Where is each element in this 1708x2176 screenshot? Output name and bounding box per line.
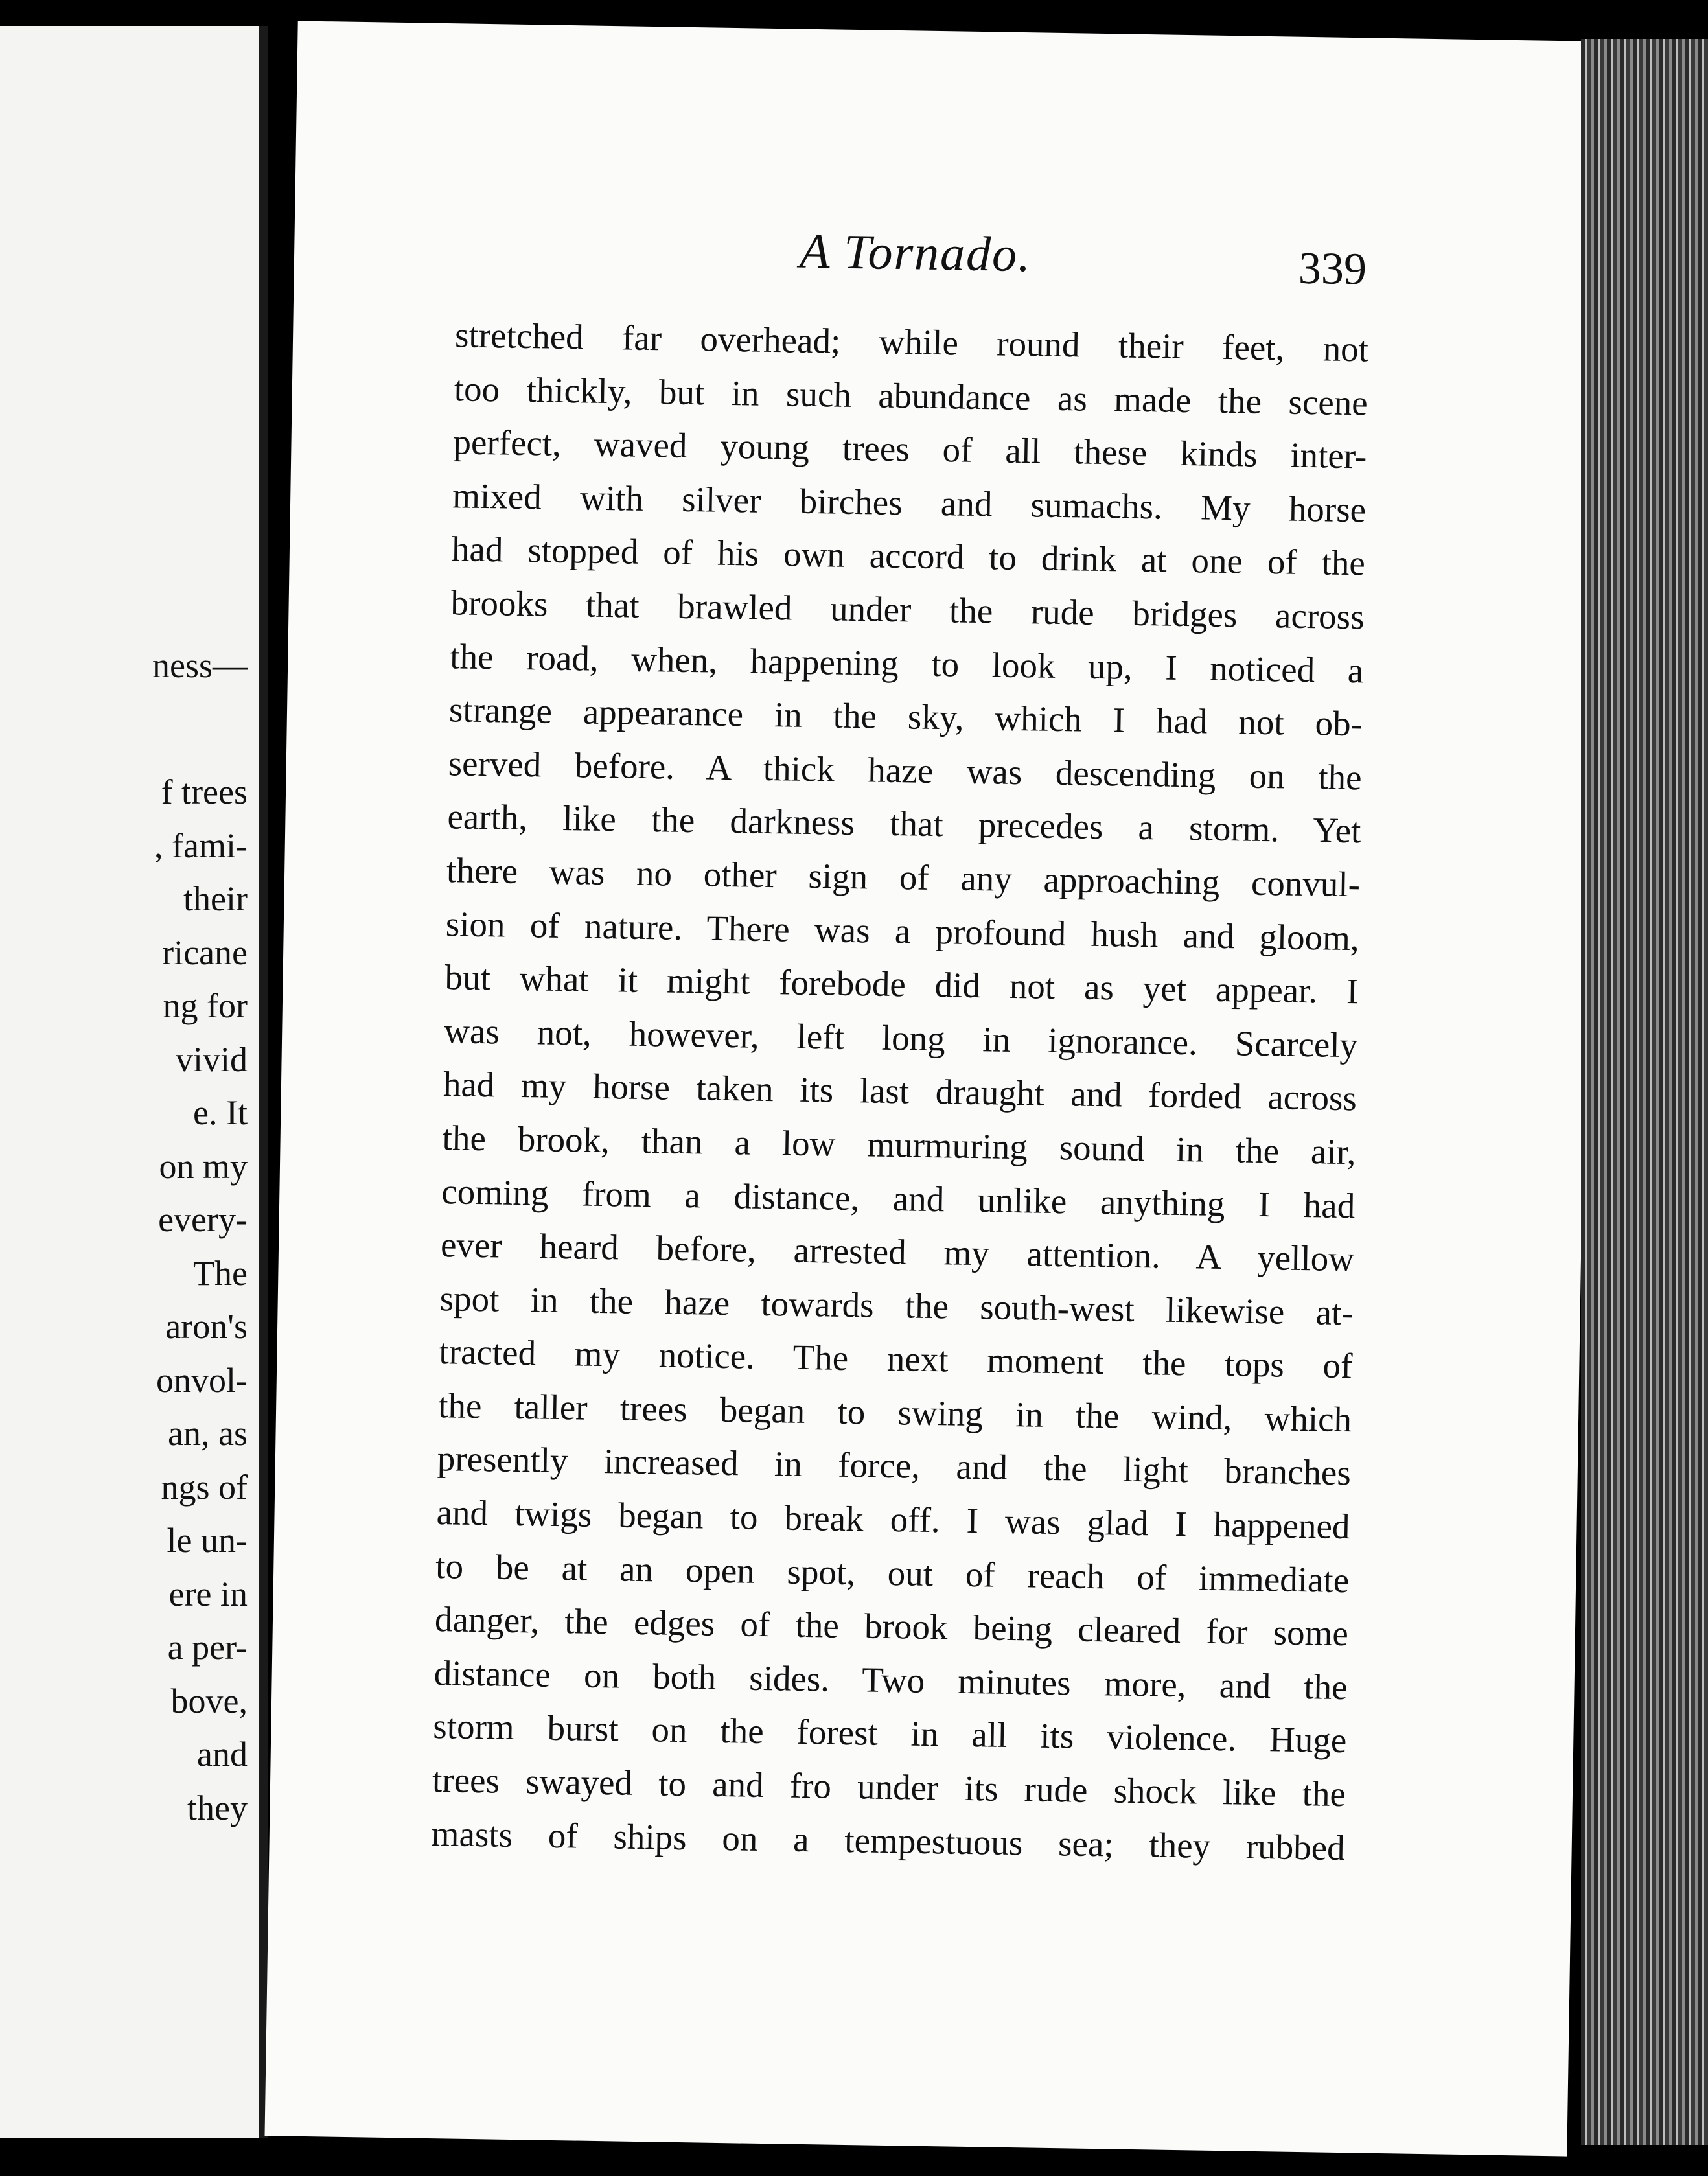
facing-page-line: vivid bbox=[175, 1040, 248, 1079]
facing-page-line: ere in bbox=[168, 1575, 248, 1614]
facing-page-line: The bbox=[193, 1254, 248, 1293]
text-line: the taller trees began to swing in the wind, which bbox=[437, 1385, 1352, 1440]
text-line: sion of nature. There was a profound hush and gloom, bbox=[445, 903, 1360, 958]
text-line: brooks that brawled under the rude bridges across bbox=[450, 583, 1365, 637]
text-line: served before. A thick haze was descending on the bbox=[448, 743, 1363, 798]
text-line: there was no other sign of any approaching convul- bbox=[446, 850, 1361, 905]
text-line: and twigs began to break off. I was glad I happened bbox=[436, 1492, 1350, 1547]
facing-page-line: on my bbox=[159, 1147, 248, 1186]
text-line: spot in the haze towards the south-west likewise at- bbox=[439, 1278, 1354, 1332]
text-line: tracted my notice. The next moment the tops of bbox=[439, 1332, 1353, 1386]
page-number: 339 bbox=[1298, 243, 1367, 295]
text-line: stretched far overhead; while round their feet, not bbox=[454, 315, 1369, 369]
facing-page-line: bove, bbox=[170, 1682, 248, 1720]
facing-page-line: they bbox=[187, 1788, 248, 1827]
page-edges bbox=[1581, 39, 1708, 2145]
text-line: distance on both sides. Two minutes more, and the bbox=[433, 1652, 1348, 1707]
text-line: danger, the edges of the brook being cleared for some bbox=[434, 1599, 1349, 1654]
text-line: had stopped of his own accord to drink at one of the bbox=[451, 529, 1366, 583]
facing-page bbox=[0, 26, 268, 2138]
running-head: A Tornado. bbox=[799, 224, 1032, 283]
text-line: coming from a distance, and unlike anything I had bbox=[441, 1171, 1356, 1225]
facing-page-line: ness— bbox=[152, 646, 248, 685]
facing-page-line: ricane bbox=[162, 933, 248, 972]
text-line: perfect, waved young trees of all these kinds inter- bbox=[453, 422, 1367, 476]
text-line: presently increased in force, and the light branches bbox=[437, 1439, 1352, 1493]
text-line: ever heard before, arrested my attention. A yellow bbox=[440, 1225, 1355, 1279]
facing-page-line: e. It bbox=[193, 1093, 248, 1132]
facing-page-line: ng for bbox=[163, 986, 248, 1025]
facing-page-line: , fami- bbox=[154, 826, 248, 865]
facing-page-line: an, as bbox=[168, 1414, 248, 1453]
facing-page-line: le un- bbox=[167, 1521, 248, 1560]
text-line: was not, however, left long in ignorance. Scarcely bbox=[443, 1010, 1358, 1065]
text-line: had my horse taken its last draught and forded across bbox=[443, 1064, 1357, 1118]
text-line: strange appearance in the sky, which I had not ob- bbox=[448, 689, 1363, 744]
facing-page-line: every- bbox=[158, 1200, 248, 1239]
facing-page-line: aron's bbox=[165, 1307, 248, 1346]
facing-page-line: and bbox=[197, 1735, 248, 1774]
facing-page-line: f trees bbox=[161, 772, 248, 811]
text-line: earth, like the darkness that precedes a storm. Yet bbox=[447, 796, 1361, 851]
text-line: storm burst on the forest in all its violence. Huge bbox=[432, 1706, 1347, 1761]
facing-page-line: onvol- bbox=[156, 1361, 248, 1400]
text-line: trees swayed to and fro under its rude shock like the bbox=[432, 1760, 1346, 1814]
text-line: the brook, than a low murmuring sound in the air, bbox=[442, 1118, 1357, 1172]
facing-page-line: their bbox=[183, 879, 248, 918]
facing-page-line: ngs of bbox=[161, 1468, 248, 1507]
text-line: the road, when, happening to look up, I noticed a bbox=[449, 636, 1364, 690]
text-line: too thickly, but in such abundance as made the scene bbox=[454, 368, 1368, 423]
text-line: masts of ships on a tempestuous sea; they rubbed bbox=[431, 1813, 1346, 1868]
facing-page-line: a per- bbox=[167, 1628, 248, 1667]
text-line: mixed with silver birches and sumachs. My horse bbox=[452, 476, 1367, 530]
text-line: to be at an open spot, out of reach of immediate bbox=[435, 1545, 1350, 1600]
text-line: but what it might forebode did not as yet appear. I bbox=[444, 957, 1359, 1012]
body-text bbox=[431, 308, 1368, 1875]
book-page bbox=[264, 21, 1600, 2156]
